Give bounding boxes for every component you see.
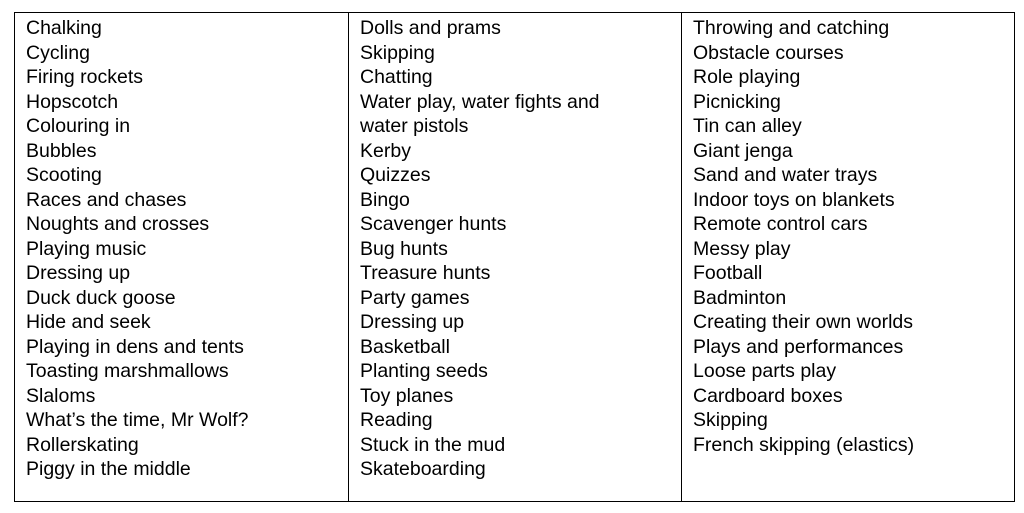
activity-item: Scavenger hunts	[360, 213, 507, 235]
activity-item: Creating their own worlds	[693, 311, 914, 333]
activity-item: Skipping	[360, 41, 435, 64]
activity-item: Playing in dens and tents	[26, 335, 244, 358]
activity-item: Reading	[360, 409, 433, 431]
activity-item: Cycling	[26, 41, 90, 64]
activity-item: Quizzes	[360, 164, 431, 186]
activity-item: Role playing	[693, 66, 801, 88]
activity-item: water pistols	[360, 115, 469, 137]
activity-item: Firing rockets	[26, 66, 144, 88]
activities-table	[14, 12, 1015, 502]
activity-item: Playing music	[26, 237, 147, 260]
activity-item: Dressing up	[26, 262, 131, 284]
activity-item: Tin can alley	[693, 115, 802, 137]
activity-item: Toy planes	[360, 384, 454, 407]
activities-column-3	[681, 13, 1014, 501]
activity-item: Piggy in the middle	[26, 458, 191, 480]
activity-item: Picnicking	[693, 90, 781, 113]
activity-item: Party games	[360, 286, 470, 309]
activity-item: Remote control cars	[693, 213, 868, 235]
activity-item: Planting seeds	[360, 360, 488, 382]
activity-item: Chalking	[26, 17, 102, 39]
activity-item: Dolls and prams	[360, 17, 501, 39]
activity-item: Colouring in	[26, 115, 131, 137]
activity-item: Hide and seek	[26, 311, 151, 333]
activity-item: Basketball	[360, 335, 450, 358]
activity-item: Throwing and catching	[693, 17, 890, 39]
activity-item: Rollerskating	[26, 433, 139, 456]
activity-item: Bug hunts	[360, 237, 448, 260]
activity-item: Bingo	[360, 188, 410, 211]
activity-item: Bubbles	[26, 139, 97, 162]
activity-item: Scooting	[26, 164, 102, 186]
activity-item: Sand and water trays	[693, 164, 878, 186]
activity-item: French skipping (elastics)	[693, 433, 915, 456]
activity-item: Plays and performances	[693, 335, 904, 358]
activity-item: Loose parts play	[693, 360, 837, 382]
activity-item: Stuck in the mud	[360, 433, 506, 456]
activity-item: Football	[693, 262, 763, 284]
activity-item: Water play, water fights and	[360, 90, 600, 113]
activity-item: Races and chases	[26, 188, 187, 211]
activity-item: Slaloms	[26, 384, 96, 407]
activity-item: Cardboard boxes	[693, 384, 843, 407]
activity-item: Badminton	[693, 286, 787, 309]
activity-item: Dressing up	[360, 311, 465, 333]
activity-item: Kerby	[360, 139, 411, 162]
activity-item: Toasting marshmallows	[26, 360, 229, 382]
activities-column-1	[15, 13, 348, 501]
activity-item: Messy play	[693, 237, 791, 260]
activity-item: Obstacle courses	[693, 41, 844, 64]
activity-item: Duck duck goose	[26, 286, 176, 309]
activity-item: Skipping	[693, 409, 768, 431]
activity-item: Indoor toys on blankets	[693, 188, 895, 211]
activity-item: Giant jenga	[693, 139, 793, 162]
activity-item: Noughts and crosses	[26, 213, 210, 235]
activity-item: Skateboarding	[360, 458, 486, 480]
activity-item: Hopscotch	[26, 90, 119, 113]
activity-item: Chatting	[360, 66, 433, 88]
activities-column-2	[348, 13, 681, 501]
activity-item: What’s the time, Mr Wolf?	[26, 409, 249, 431]
activity-item: Treasure hunts	[360, 262, 491, 284]
